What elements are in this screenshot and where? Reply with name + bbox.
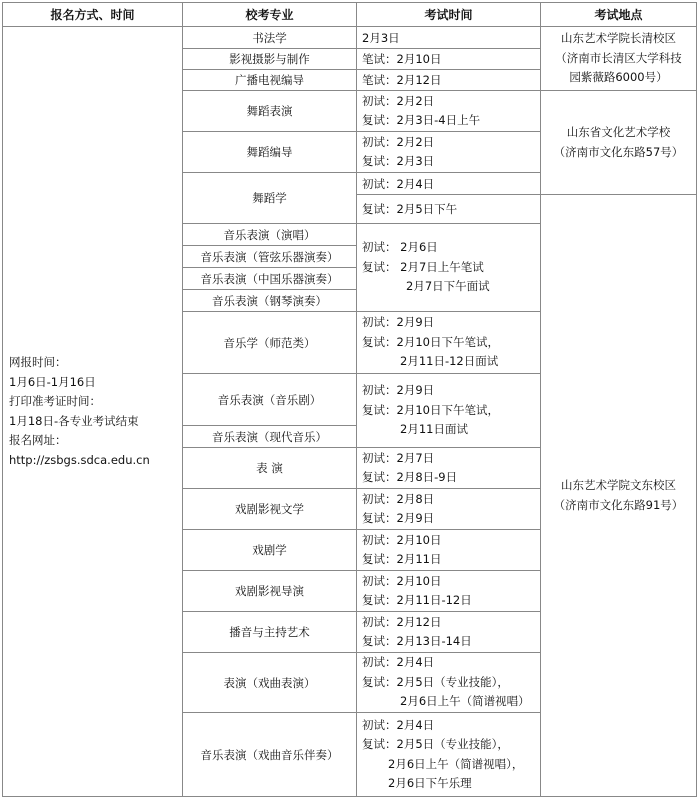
major-cell: 播音与主持艺术 [183, 612, 357, 653]
time-line: 复试：2月11日 [362, 552, 442, 566]
major-cell: 表演（戏曲表演） [183, 653, 357, 713]
time-cell [357, 571, 541, 612]
time-line: 初试：2月4日 [362, 717, 435, 732]
time-cell [357, 91, 541, 132]
time-cell: 笔试：2月12日 [357, 70, 541, 91]
time-cell [357, 374, 541, 448]
reg-online-dates: 1月6日-1月16日 [9, 374, 96, 389]
major-cell: 舞蹈编导 [183, 132, 357, 173]
time-line: 初试：2月10日 [362, 532, 442, 547]
reg-print-label: 打印准考证时间： [9, 394, 101, 408]
time-cell [357, 653, 541, 713]
time-line: 2月11日面试 [400, 422, 468, 437]
time-line: 2月6日上午（简谱视唱）， [388, 756, 524, 771]
time-line: 复试：2月10日下午笔试， [362, 334, 499, 349]
time-line: 初试：2月12日 [362, 614, 442, 629]
major-cell: 音乐表演（管弦乐器演奏） [183, 246, 357, 268]
major-cell: 舞蹈表演 [183, 91, 357, 132]
time-line: 复试：2月13日-14日 [362, 634, 472, 648]
time-line: 复试： 2月7日上午笔试 [362, 259, 484, 274]
location-address: 园紫薇路6000号） [569, 70, 668, 85]
location-wenhua [541, 91, 697, 195]
major-cell: 戏剧影视导演 [183, 571, 357, 612]
location-address: （济南市文化东路91号） [553, 497, 684, 512]
major-cell: 戏剧影视文学 [183, 489, 357, 530]
time-cell [357, 489, 541, 530]
time-line: 初试：2月2日 [362, 93, 435, 108]
time-line: 复试：2月5日（专业技能）， [362, 674, 509, 689]
major-cell: 影视摄影与制作 [183, 49, 357, 70]
time-cell: 复试：2月5日下午 [357, 195, 541, 224]
major-cell: 音乐学（师范类） [183, 312, 357, 374]
major-cell: 舞蹈学 [183, 173, 357, 224]
header-major: 校考专业 [183, 3, 357, 27]
time-line: 初试： 2月6日 [362, 240, 438, 255]
major-cell: 音乐表演（现代音乐） [183, 426, 357, 448]
time-line: 初试：2月10日 [362, 573, 442, 588]
time-cell [357, 612, 541, 653]
exam-schedule-table [2, 2, 697, 797]
time-cell [357, 312, 541, 374]
time-cell [357, 448, 541, 489]
major-cell: 音乐表演（演唱） [183, 224, 357, 246]
time-line: 2月11日-12日面试 [400, 354, 499, 369]
time-line: 复试：2月10日下午笔试， [362, 402, 499, 417]
time-line: 初试：2月9日 [362, 383, 435, 398]
header-location: 考试地点 [541, 3, 697, 27]
time-line: 初试：2月8日 [362, 491, 435, 506]
location-address: （济南市文化东路57号） [553, 144, 684, 159]
header-registration: 报名方式、时间 [3, 3, 183, 27]
time-line: 复试：2月3日-4日上午 [362, 113, 481, 127]
location-address: （济南市长清区大学科技 [555, 50, 682, 65]
location-wendong [541, 195, 697, 797]
time-line: 复试：2月8日-9日 [362, 470, 458, 484]
major-cell: 音乐表演（钢琴演奏） [183, 290, 357, 312]
time-line: 初试：2月7日 [362, 450, 435, 465]
time-cell [357, 530, 541, 571]
location-name: 山东省文化艺术学校 [566, 125, 671, 139]
location-name: 山东艺术学院文东校区 [561, 478, 676, 492]
header-time: 考试时间 [357, 3, 541, 27]
time-line: 复试：2月9日 [362, 511, 435, 525]
major-cell: 广播电视编导 [183, 70, 357, 91]
time-line: 初试：2月4日 [362, 655, 435, 670]
time-line: 2月6日上午（简谱视唱） [400, 694, 530, 709]
time-line: 初试：2月9日 [362, 315, 435, 330]
time-cell [357, 224, 541, 312]
registration-info [3, 27, 183, 797]
time-line: 复试：2月5日（专业技能）， [362, 737, 509, 751]
major-cell: 音乐表演（戏曲音乐伴奏） [183, 713, 357, 797]
location-changqing [541, 27, 697, 91]
major-cell: 书法学 [183, 27, 357, 49]
major-cell: 音乐表演（音乐剧） [183, 374, 357, 426]
time-line: 复试：2月11日-12日 [362, 593, 472, 607]
time-cell: 2月3日 [357, 27, 541, 49]
time-cell [357, 132, 541, 173]
major-cell: 戏剧学 [183, 530, 357, 571]
reg-url[interactable]: http://zsbgs.sdca.edu.cn [9, 452, 150, 467]
time-line: 复试：2月3日 [362, 154, 435, 168]
reg-online-label: 网报时间： [9, 355, 67, 369]
time-line: 2月6日下午乐理 [388, 776, 472, 790]
major-cell: 音乐表演（中国乐器演奏） [183, 268, 357, 290]
major-cell: 表 演 [183, 448, 357, 489]
time-line: 初试：2月2日 [362, 134, 435, 149]
time-cell: 初试：2月4日 [357, 173, 541, 195]
reg-print-dates: 1月18日-各专业考试结束 [9, 413, 139, 428]
reg-url-label: 报名网址： [9, 433, 67, 447]
time-cell: 笔试：2月10日 [357, 49, 541, 70]
time-line: 2月7日下午面试 [406, 279, 490, 294]
location-name: 山东艺术学院长清校区 [561, 31, 676, 46]
time-cell [357, 713, 541, 797]
